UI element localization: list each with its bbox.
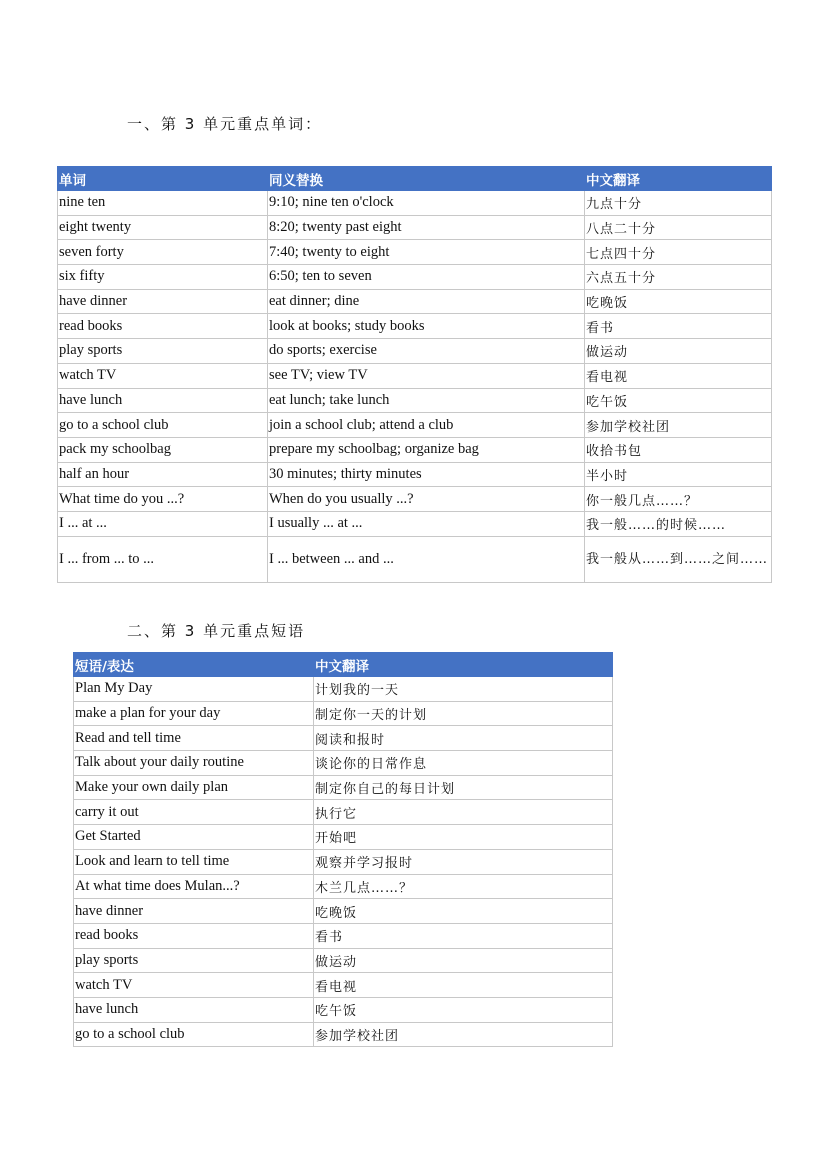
translation-cell: 收拾书包 — [585, 437, 772, 462]
table-row — [58, 536, 772, 582]
table-row — [58, 289, 772, 314]
header-phrase: 短语/表达 — [74, 653, 314, 677]
word-cell: half an hour — [58, 462, 268, 487]
word-cell: watch TV — [58, 363, 268, 388]
translation-cell: 吃晚饭 — [585, 289, 772, 314]
translation-cell: 看电视 — [314, 973, 613, 998]
table-row — [74, 800, 613, 825]
translation-cell: 开始吧 — [314, 825, 613, 850]
synonym-cell: 9:10; nine ten o'clock — [268, 191, 585, 216]
synonym-cell: 7:40; twenty to eight — [268, 240, 585, 265]
table-row — [74, 751, 613, 776]
translation-cell: 看书 — [585, 314, 772, 339]
section2-title: 二、第 3 单元重点短语 — [127, 622, 306, 640]
translation-cell: 吃晚饭 — [314, 899, 613, 924]
table-row — [74, 973, 613, 998]
word-cell: I ... at ... — [58, 511, 268, 536]
phrase-cell: At what time does Mulan...? — [74, 874, 314, 899]
word-cell: play sports — [58, 339, 268, 364]
translation-cell: 九点十分 — [585, 191, 772, 216]
synonym-cell: When do you usually ...? — [268, 487, 585, 512]
synonym-cell: prepare my schoolbag; organize bag — [268, 437, 585, 462]
phrase-cell: carry it out — [74, 800, 314, 825]
table-row — [74, 677, 613, 702]
translation-cell: 做运动 — [585, 339, 772, 364]
translation-cell: 吃午饭 — [314, 997, 613, 1022]
translation-cell: 六点五十分 — [585, 265, 772, 290]
word-cell: have lunch — [58, 388, 268, 413]
synonym-cell: 30 minutes; thirty minutes — [268, 462, 585, 487]
translation-cell: 木兰几点……？ — [314, 874, 613, 899]
word-cell: read books — [58, 314, 268, 339]
word-cell: six fifty — [58, 265, 268, 290]
table-row — [74, 948, 613, 973]
translation-cell: 看电视 — [585, 363, 772, 388]
translation-cell: 半小时 — [585, 462, 772, 487]
synonym-cell: 6:50; ten to seven — [268, 265, 585, 290]
table-row — [58, 314, 772, 339]
table-row — [74, 923, 613, 948]
phrase-cell: have lunch — [74, 997, 314, 1022]
synonym-cell: see TV; view TV — [268, 363, 585, 388]
table-row — [58, 462, 772, 487]
translation-cell: 我一般……的时候…… — [585, 511, 772, 536]
table-row — [74, 825, 613, 850]
synonym-cell: eat dinner; dine — [268, 289, 585, 314]
translation-cell: 你一般几点……？ — [585, 487, 772, 512]
phrase-cell: Look and learn to tell time — [74, 849, 314, 874]
vocabulary-table — [57, 166, 772, 583]
phrase-cell: Get Started — [74, 825, 314, 850]
translation-cell: 看书 — [314, 923, 613, 948]
translation-cell: 做运动 — [314, 948, 613, 973]
header-word: 单词 — [58, 167, 268, 191]
header-translation: 中文翻译 — [585, 167, 772, 191]
table-row — [58, 215, 772, 240]
translation-cell: 制定你一天的计划 — [314, 701, 613, 726]
table-row — [58, 487, 772, 512]
table-row — [74, 726, 613, 751]
table-row — [58, 265, 772, 290]
synonym-cell: look at books; study books — [268, 314, 585, 339]
phrase-cell: go to a school club — [74, 1022, 314, 1047]
translation-cell: 观察并学习报时 — [314, 849, 613, 874]
table-row — [58, 240, 772, 265]
phrase-cell: play sports — [74, 948, 314, 973]
word-cell: I ... from ... to ... — [58, 536, 268, 582]
synonym-cell: I ... between ... and ... — [268, 536, 585, 582]
table-row — [58, 363, 772, 388]
table-row — [74, 997, 613, 1022]
table-row — [74, 775, 613, 800]
table-row — [74, 701, 613, 726]
table-row — [58, 339, 772, 364]
phrases-table — [73, 652, 613, 1047]
word-cell: seven forty — [58, 240, 268, 265]
word-cell: pack my schoolbag — [58, 437, 268, 462]
phrase-cell: Talk about your daily routine — [74, 751, 314, 776]
phrase-cell: Read and tell time — [74, 726, 314, 751]
table-row — [58, 388, 772, 413]
translation-cell: 执行它 — [314, 800, 613, 825]
synonym-cell: eat lunch; take lunch — [268, 388, 585, 413]
translation-cell: 谈论你的日常作息 — [314, 751, 613, 776]
table-row — [74, 849, 613, 874]
word-cell: go to a school club — [58, 413, 268, 438]
word-cell: What time do you ...? — [58, 487, 268, 512]
synonym-cell: I usually ... at ... — [268, 511, 585, 536]
table-header-row — [74, 653, 613, 677]
translation-cell: 七点四十分 — [585, 240, 772, 265]
header-synonym: 同义替换 — [268, 167, 585, 191]
translation-cell: 阅读和报时 — [314, 726, 613, 751]
table-row — [74, 899, 613, 924]
table-row — [58, 413, 772, 438]
synonym-cell: 8:20; twenty past eight — [268, 215, 585, 240]
table-header-row — [58, 167, 772, 191]
phrase-cell: make a plan for your day — [74, 701, 314, 726]
phrase-cell: Plan My Day — [74, 677, 314, 702]
synonym-cell: join a school club; attend a club — [268, 413, 585, 438]
translation-cell: 参加学校社团 — [314, 1022, 613, 1047]
translation-cell: 吃午饭 — [585, 388, 772, 413]
phrase-cell: read books — [74, 923, 314, 948]
table-row — [74, 874, 613, 899]
phrase-cell: Make your own daily plan — [74, 775, 314, 800]
header-translation: 中文翻译 — [314, 653, 613, 677]
table-row — [74, 1022, 613, 1047]
table-row — [58, 191, 772, 216]
translation-cell: 我一般从……到……之间…… — [585, 536, 772, 582]
translation-cell: 制定你自己的每日计划 — [314, 775, 613, 800]
table-row — [58, 511, 772, 536]
section1-title: 一、第 3 单元重点单词： — [127, 115, 323, 133]
translation-cell: 参加学校社团 — [585, 413, 772, 438]
phrase-cell: have dinner — [74, 899, 314, 924]
phrase-cell: watch TV — [74, 973, 314, 998]
translation-cell: 八点二十分 — [585, 215, 772, 240]
word-cell: eight twenty — [58, 215, 268, 240]
word-cell: have dinner — [58, 289, 268, 314]
translation-cell: 计划我的一天 — [314, 677, 613, 702]
synonym-cell: do sports; exercise — [268, 339, 585, 364]
word-cell: nine ten — [58, 191, 268, 216]
table-row — [58, 437, 772, 462]
